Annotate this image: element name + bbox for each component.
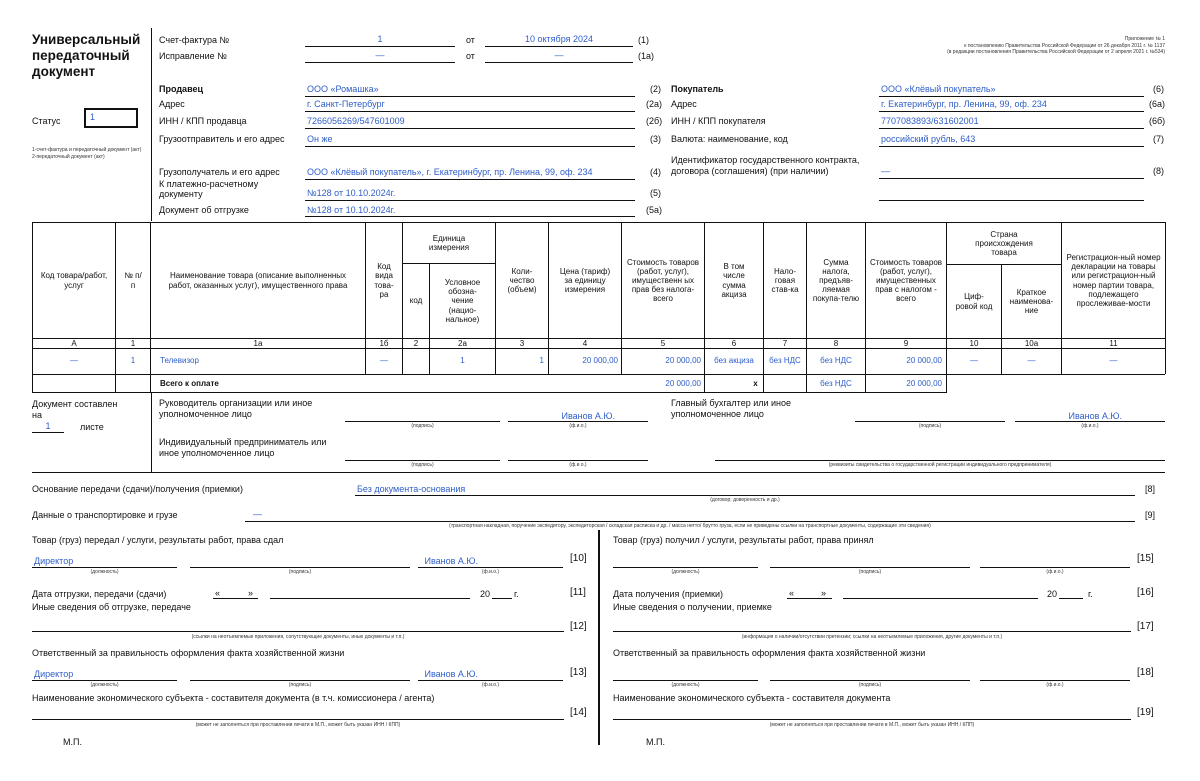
- receiver-entity-hint: (может не заполняться при проставлении печати в М.П., может быть указан ИНН / КПП): [769, 722, 975, 728]
- basis-code: [8]: [1145, 484, 1156, 494]
- correction-label: Исправление №: [159, 51, 227, 61]
- seller-code: (2): [650, 84, 661, 94]
- chief-fio-hint: (ф.и.о.): [1081, 423, 1099, 429]
- consignee-label: Грузополучатель и его адрес: [159, 167, 280, 177]
- row-excise: без акциза: [714, 356, 754, 365]
- shipdoc-label: Документ об отгрузке: [159, 205, 249, 215]
- invoice-label: Счет-фактура №: [159, 35, 230, 45]
- receiver-title: Товар (груз) получил / услуги, результаты работ, права принял: [613, 535, 874, 545]
- buyer-value[interactable]: ООО «Клёвый покупатель»: [881, 84, 996, 94]
- buyer-inn[interactable]: 7707083893/631602001: [881, 116, 979, 126]
- num-6: 6: [731, 339, 737, 348]
- sender-code13: [13]: [570, 667, 587, 678]
- sender-position-hint: (должность): [90, 569, 119, 575]
- recv-date-open: «: [789, 588, 795, 598]
- doc-sheets-suffix: листе: [80, 422, 104, 432]
- recv-date-label: Дата получения (приемки): [613, 589, 723, 599]
- correction-date[interactable]: —: [554, 50, 564, 60]
- col-tax-header: Сумма налога, предъяв-ляемая покупа-телю: [812, 257, 860, 304]
- transport-value[interactable]: —: [253, 509, 262, 519]
- appendix-note: Приложение № 1 к постановлению Правительства Российской Федерации от 26 декабря 2011 г. № 1137 (в редакции постановления Правительства Российской Федерации от 2 апреля 2021 г. №534): [947, 36, 1165, 55]
- total-cost: 20 000,00: [665, 379, 701, 388]
- ip-cert-hint: (реквизиты свидетельства о государственной регистрации индивидуального предпринимателя): [828, 462, 1052, 468]
- row-rate: без НДС: [769, 356, 801, 365]
- ip-fio-hint: (ф.и.о.): [569, 462, 587, 468]
- col-name-header: Наименование товара (описание выполненных работ, оказанных услуг), имущественного права: [168, 271, 348, 290]
- chief-name[interactable]: Иванов А.Ю.: [1068, 411, 1122, 421]
- num-5: 5: [660, 339, 666, 348]
- recv-date-close: »: [821, 588, 827, 598]
- buyer-inn-label: ИНН / КПП покупателя: [671, 116, 766, 126]
- currency-value[interactable]: российский рубль, 643: [881, 134, 976, 144]
- correction-from: от: [466, 51, 475, 61]
- ship-date-year-suffix: г.: [514, 589, 519, 599]
- invoice-from: от: [466, 35, 475, 45]
- col-rate-header: Нало-говая став-ка: [771, 266, 799, 295]
- transport-code: [9]: [1145, 510, 1156, 520]
- receiver-resp-sign-hint: (подпись): [858, 682, 882, 688]
- basis-label: Основание передачи (сдачи)/получения (приемки): [32, 484, 243, 494]
- payment-label: К платежно-расчетному документу: [159, 179, 259, 199]
- sender-code10: [10]: [570, 553, 587, 564]
- sender-entity-hint: (может не заполняться при проставлении печати в М.П., может быть указан ИНН / КПП): [195, 722, 401, 728]
- chief-label: Главный бухгалтер или иное уполномоченное лицо: [671, 398, 792, 419]
- buyer-address-code: (6а): [1149, 99, 1166, 109]
- row-cost: 20 000,00: [665, 356, 701, 365]
- seller-inn-code: (2б): [646, 116, 663, 126]
- receiver-code15: [15]: [1137, 553, 1154, 564]
- total-tax: без НДС: [820, 379, 852, 388]
- total-label: Всего к оплате: [160, 379, 219, 388]
- invoice-date[interactable]: 10 октября 2024: [524, 34, 593, 44]
- sender-position[interactable]: Директор: [34, 556, 74, 566]
- seller-address-label: Адрес: [159, 99, 185, 109]
- col-unit-name-header: Условное обозна-чение (нацио-нальное): [444, 278, 481, 324]
- col-country-name-header: Краткое наименова-ние: [1009, 287, 1054, 316]
- currency-code: (7): [1153, 134, 1164, 144]
- seller-value[interactable]: ООО «Ромашка»: [307, 84, 379, 94]
- row-country-code: —: [970, 356, 978, 365]
- num-3: 3: [519, 339, 525, 348]
- transport-label: Данные о транспортировке и грузе: [32, 510, 178, 520]
- contract-label: Идентификатор государственного контракта, договора (соглашения) (при наличии): [671, 155, 860, 176]
- num-8: 8: [833, 339, 839, 348]
- shipdoc-value[interactable]: №128 от 10.10.2024г.: [307, 205, 396, 215]
- head-sign-hint: (подпись): [411, 423, 434, 429]
- recv-date-year-suffix: г.: [1088, 589, 1093, 599]
- seller-label: Продавец: [159, 84, 204, 94]
- contract-code: (8): [1153, 166, 1164, 176]
- head-name[interactable]: Иванов А.Ю.: [561, 411, 615, 421]
- seller-address-code: (2а): [646, 99, 663, 109]
- receiver-other-hint: (информация о наличии/отсутствии претензии; ссылки на неотъемлемые приложения, другие документы и т.п.): [741, 634, 1003, 640]
- status-box[interactable]: 1: [84, 108, 138, 128]
- head-label: Руководитель организации или иное уполномоченное лицо: [159, 398, 313, 419]
- col-total-header: Стоимость товаров (работ, услуг), имущественных прав с налогом - всего: [869, 257, 943, 304]
- col-price-header: Цена (тариф) за единицу измерения: [559, 266, 611, 295]
- sender-resp-fio-hint: (ф.и.о.): [481, 682, 500, 688]
- head-fio-hint: (ф.и.о.): [569, 423, 587, 429]
- doc-sheets-value[interactable]: 1: [45, 421, 51, 431]
- sender-other-label: Иные сведения об отгрузке, передаче: [32, 602, 191, 612]
- currency-label: Валюта: наименование, код: [671, 134, 788, 144]
- payment-code: (5): [650, 188, 661, 198]
- receiver-other-label: Иные сведения о получении, приемке: [613, 602, 772, 612]
- basis-value[interactable]: Без документа-основания: [357, 484, 466, 494]
- col-kind-header: Код вида това-ра: [374, 262, 394, 299]
- receiver-entity-label: Наименование экономического субъекта - составителя документа: [613, 693, 891, 703]
- col-unit-code-header: код: [409, 296, 423, 306]
- shipper-label: Грузоотправитель и его адрес: [159, 134, 285, 144]
- receiver-resp-label: Ответственный за правильность оформления факта хозяйственной жизни: [613, 648, 926, 658]
- receiver-code19: [19]: [1137, 707, 1154, 718]
- num-10: 10: [969, 339, 979, 348]
- col-code-header: Код товара/работ, услуг: [40, 271, 108, 290]
- num-7: 7: [782, 339, 788, 348]
- sender-resp-position[interactable]: Директор: [34, 669, 74, 679]
- row-reg: —: [1109, 356, 1118, 365]
- sender-title: Товар (груз) передал / услуги, результаты работ, права сдал: [32, 535, 284, 545]
- shipdoc-code: (5а): [646, 205, 663, 215]
- shipper-value[interactable]: Он же: [307, 134, 333, 144]
- row-name: Телевизор: [160, 356, 199, 365]
- row-total: 20 000,00: [906, 356, 942, 365]
- col-country-header: Страна происхождения товара: [975, 229, 1033, 258]
- consignee-value[interactable]: ООО «Клёвый покупатель», г. Екатеринбург, пр. Ленина, 99, оф. 234: [307, 167, 593, 177]
- sender-entity-label: Наименование экономического субъекта - составителя документа (в т.ч. комиссионера / агента): [32, 693, 435, 703]
- total-x: х: [753, 379, 758, 388]
- total-sum: 20 000,00: [906, 379, 942, 388]
- invoice-number[interactable]: 1: [377, 34, 383, 44]
- ship-date-year: 20: [480, 589, 491, 599]
- sender-resp-label: Ответственный за правильность оформления факта хозяйственной жизни: [32, 648, 345, 658]
- row-kind: —: [380, 356, 388, 365]
- sender-mp: М.П.: [63, 737, 82, 747]
- buyer-code: (6): [1153, 84, 1164, 94]
- correction-number[interactable]: —: [375, 50, 385, 60]
- sender-sign-hint: (подпись): [288, 569, 312, 575]
- receiver-sign-hint: (подпись): [858, 569, 882, 575]
- receiver-fio-hint: (ф.и.о.): [1046, 569, 1064, 575]
- sender-code14: [14]: [570, 707, 587, 718]
- payment-value[interactable]: №128 от 10.10.2024г.: [307, 188, 396, 198]
- col-country-code-header: Циф-ровой код: [955, 292, 993, 311]
- col-reg-header: Регистрацион-ный номер декларации на товары или регистрацион-ный номер партии товара, подлежащего прослеживае-мости: [1066, 252, 1161, 308]
- chief-sign-hint: (подпись): [918, 423, 942, 429]
- sender-resp-name[interactable]: Иванов А.Ю.: [424, 669, 478, 679]
- col-excise-header: В том числе сумма акциза: [721, 262, 747, 299]
- sender-resp-sign-hint: (подпись): [288, 682, 312, 688]
- row-code: —: [70, 356, 78, 365]
- ip-sign-hint: (подпись): [411, 462, 434, 468]
- seller-inn-label: ИНН / КПП продавца: [159, 116, 247, 126]
- num-1b: 1б: [379, 339, 389, 348]
- row-unit-name: 1: [460, 356, 465, 365]
- num-11: 11: [1109, 339, 1118, 348]
- col-unit-header: Единица измерения: [428, 233, 470, 252]
- sender-name[interactable]: Иванов А.Ю.: [424, 556, 478, 566]
- num-1a: 1а: [253, 339, 263, 348]
- doc-title: Универсальный передаточный документ: [32, 32, 141, 79]
- doc-sheets-label: Документ составлен на: [32, 399, 118, 420]
- contract-value[interactable]: —: [881, 166, 890, 176]
- row-tax: без НДС: [820, 356, 852, 365]
- sender-fio-hint: (ф.и.о.): [481, 569, 500, 575]
- receiver-code18: [18]: [1137, 667, 1154, 678]
- num-1: 1: [130, 339, 136, 348]
- buyer-inn-code: (6б): [1149, 116, 1166, 126]
- shipper-code: (3): [650, 134, 661, 144]
- ship-date-close: »: [248, 588, 254, 598]
- receiver-resp-position-hint: (должность): [671, 682, 700, 688]
- buyer-address[interactable]: г. Екатеринбург, пр. Ленина, 99, оф. 234: [881, 99, 1047, 109]
- recv-date-code: [16]: [1137, 587, 1154, 598]
- num-9: 9: [903, 339, 909, 348]
- buyer-address-label: Адрес: [671, 99, 697, 109]
- sender-resp-position-hint: (должность): [90, 682, 119, 688]
- row-qty: 1: [539, 356, 544, 365]
- row-country-name: —: [1027, 356, 1036, 365]
- basis-hint: (договор; доверенность и др.): [710, 497, 780, 503]
- num-4: 4: [582, 339, 588, 348]
- ship-date-open: «: [215, 588, 221, 598]
- row-price: 20 000,00: [582, 356, 618, 365]
- col-qty-header: Коли-чество (объем): [507, 266, 537, 295]
- receiver-code17: [17]: [1137, 621, 1154, 632]
- invoice-code: (1): [638, 35, 649, 45]
- ship-date-label: Дата отгрузки, передачи (сдачи): [32, 589, 167, 599]
- ship-date-code: [11]: [570, 587, 586, 598]
- sender-other-hint: (ссылки на неотъемлемые приложения, сопутствующие документы, иные документы и т.п.): [191, 634, 405, 640]
- col-no-header: № п/п: [124, 271, 142, 290]
- receiver-position-hint: (должность): [671, 569, 700, 575]
- seller-address[interactable]: г. Санкт-Петербург: [307, 99, 385, 109]
- recv-date-year: 20: [1047, 589, 1058, 599]
- consignee-code: (4): [650, 167, 661, 177]
- seller-inn[interactable]: 7266056269/547601009: [307, 116, 405, 126]
- buyer-label: Покупатель: [671, 84, 724, 94]
- receiver-resp-fio-hint: (ф.и.о.): [1046, 682, 1064, 688]
- status-note: 1-счет-фактура и передаточный документ (акт) 2-передаточный документ (акт): [32, 147, 142, 160]
- num-10a: 10а: [1024, 339, 1039, 348]
- num-2a: 2а: [458, 339, 467, 348]
- num-a: А: [71, 339, 77, 348]
- status-label: Статус: [32, 116, 61, 126]
- row-no: 1: [130, 356, 136, 365]
- correction-code: (1а): [638, 51, 655, 61]
- col-cost-header: Стоимость товаров (работ, услуг), имущественн ых прав без налога-всего: [626, 257, 700, 304]
- transport-hint: (транспортная накладная, поручение экспедитору, экспедиторская / складская расписка и др. / масса нетто/ брутто груза, если не приведены ссылки на транспортные документы, содержащие эти сведения): [449, 523, 931, 529]
- receiver-mp: М.П.: [646, 737, 665, 747]
- num-2: 2: [413, 339, 419, 348]
- ip-label: Индивидуальный предприниматель или иное уполномоченное лицо: [159, 437, 327, 458]
- sender-code12: [12]: [570, 621, 587, 632]
